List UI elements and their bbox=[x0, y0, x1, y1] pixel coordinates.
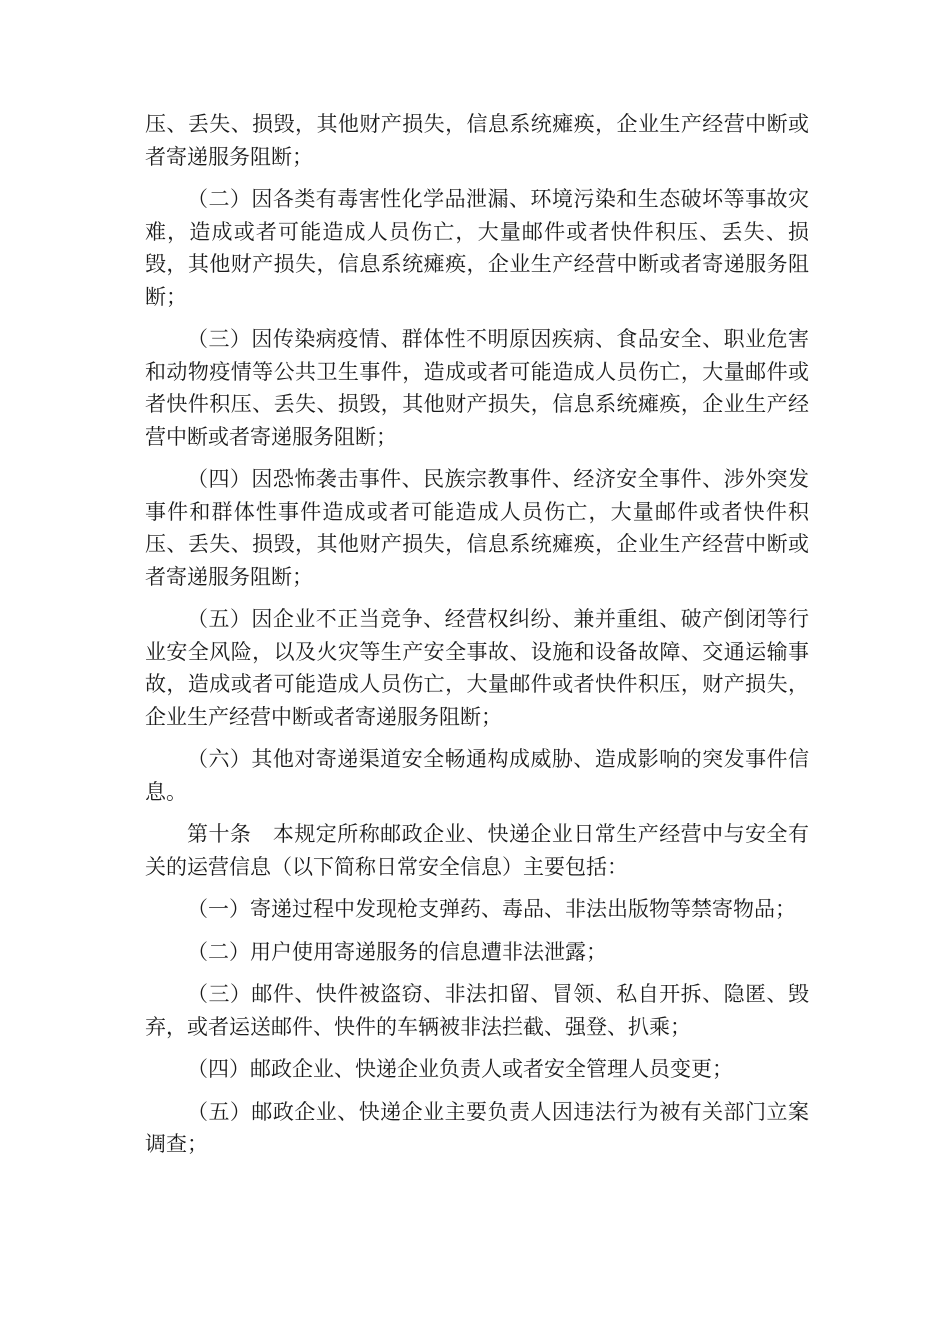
paragraph-article-10-item-5: （五）邮政企业、快递企业主要负责人因违法行为被有关部门立案调查； bbox=[145, 1099, 809, 1156]
paragraph-article-10-item-3: （三）邮件、快件被盗窃、非法扣留、冒领、私自开拆、隐匿、毁弃，或者运送邮件、快件的车辆被非法拦截、强登、扒乘； bbox=[145, 982, 809, 1039]
paragraph-article-10-item-1: （一）寄递过程中发现枪支弹药、毒品、非法出版物等禁寄物品； bbox=[187, 897, 796, 921]
document-body bbox=[145, 108, 809, 1171]
paragraph-item-4: （四）因恐怖袭击事件、民族宗教事件、经济安全事件、涉外突发事件和群体性事件造成或者可能造成人员伤亡，大量邮件或者快件积压、丢失、损毁，其他财产损失，信息系统瘫痪，企业生产经营中断或者寄递服务阻断； bbox=[145, 467, 809, 589]
paragraph-article-10-item-2: （二）用户使用寄递服务的信息遭非法泄露； bbox=[187, 939, 607, 964]
paragraph-item-2: （二）因各类有毒害性化学品泄漏、环境污染和生态破坏等事故灾难，造成或者可能造成人员伤亡，大量邮件或者快件积压、丢失、损毁，其他财产损失，信息系统瘫痪，企业生产经营中断或者寄递服务阻断； bbox=[145, 187, 809, 309]
paragraph-article-10: 第十条 本规定所称邮政企业、快递企业日常生产经营中与安全有关的运营信息（以下简称日常安全信息）主要包括： bbox=[145, 822, 809, 879]
paragraph-item-6: （六）其他对寄递渠道安全畅通构成威胁、造成影响的突发事件信息。 bbox=[145, 747, 809, 804]
paragraph-article-10-item-4: （四）邮政企业、快递企业负责人或者安全管理人员变更； bbox=[187, 1057, 733, 1081]
paragraph-item-5: （五）因企业不正当竞争、经营权纠纷、兼并重组、破产倒闭等行业安全风险，以及火灾等生产安全事故、设施和设备故障、交通运输事故，造成或者可能造成人员伤亡，大量邮件或者快件积压，财产损失，企业生产经营中断或者寄递服务阻断； bbox=[145, 607, 809, 729]
paragraph-item-3: （三）因传染病疫情、群体性不明原因疾病、食品安全、职业危害和动物疫情等公共卫生事件，造成或者可能造成人员伤亡，大量邮件或者快件积压、丢失、损毁，其他财产损失，信息系统瘫痪，企业生产经营中断或者寄递服务阻断； bbox=[145, 327, 809, 449]
paragraph-continuation: 压、丢失、损毁，其他财产损失，信息系统瘫痪，企业生产经营中断或者寄递服务阻断； bbox=[145, 112, 809, 169]
